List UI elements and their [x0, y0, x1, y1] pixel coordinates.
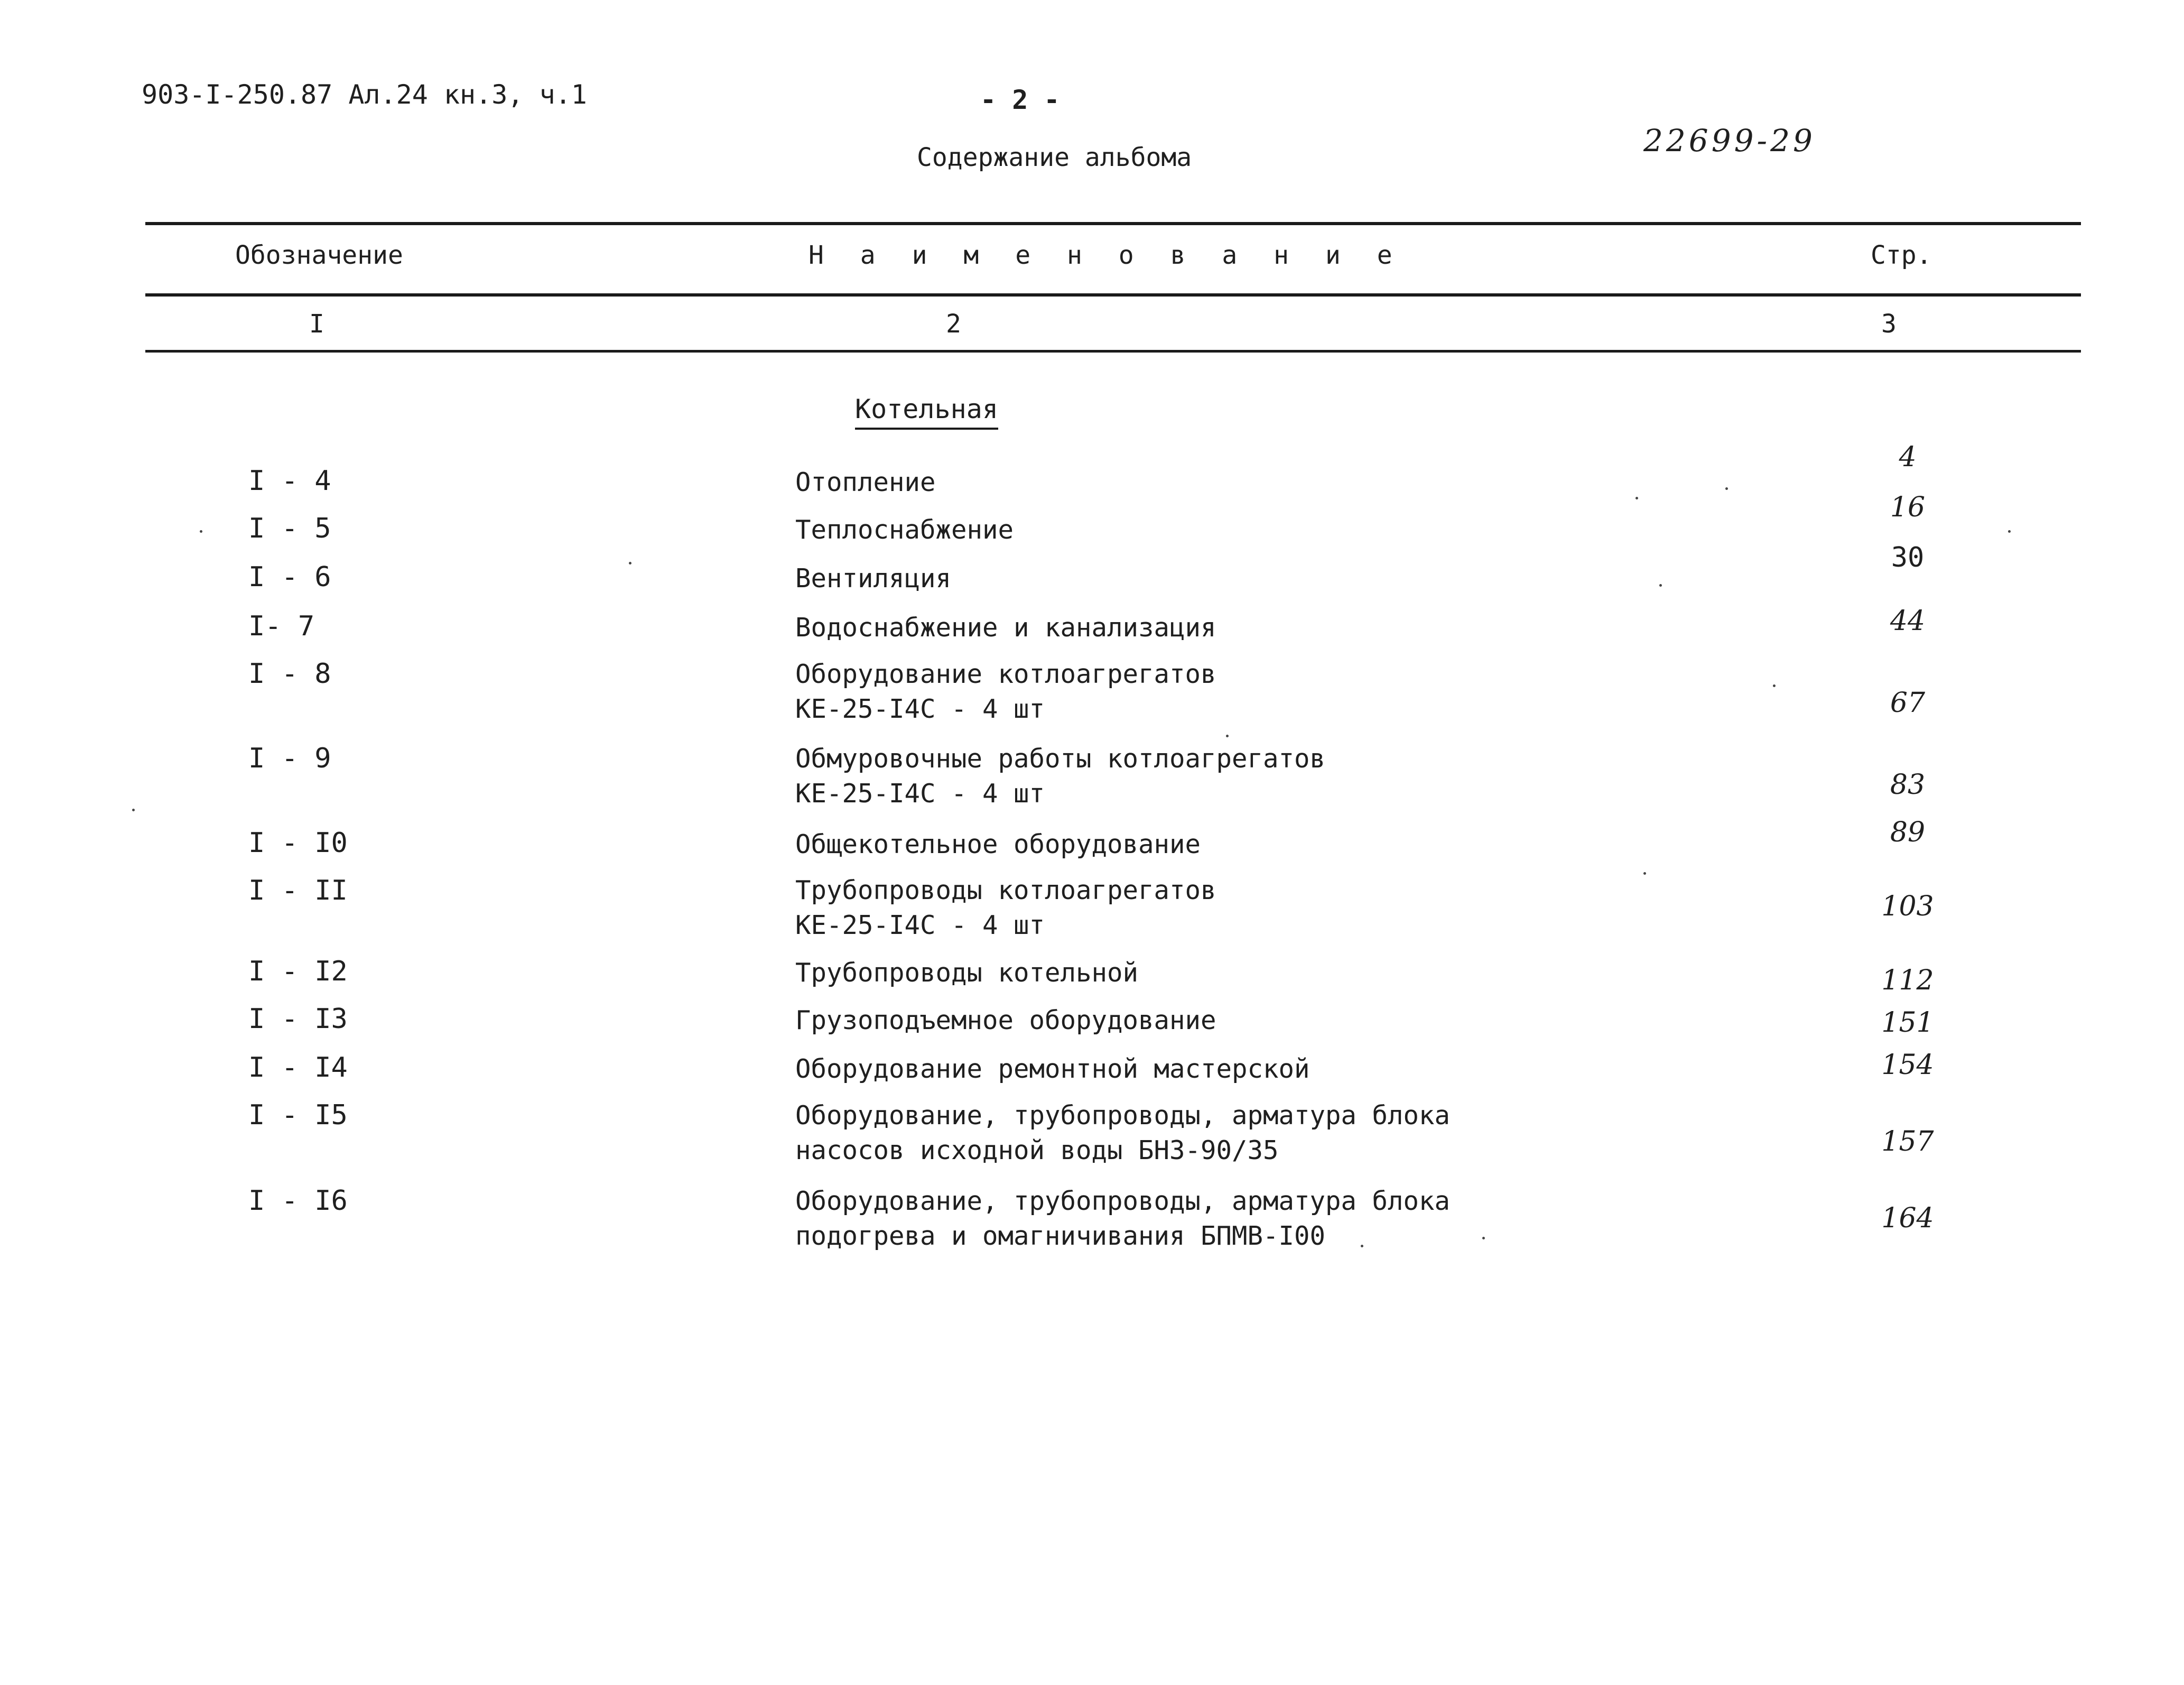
row-designation: I - I5	[248, 1099, 348, 1131]
header-divider-rule	[145, 293, 2081, 297]
row-designation: I - 9	[248, 743, 331, 774]
scan-speck	[2008, 530, 2011, 533]
row-name: Оборудование, трубопроводы, арматура блока насосов исходной воды БНЗ-90/35	[795, 1100, 1451, 1165]
scan-speck	[1361, 1245, 1363, 1247]
row-designation: I - 5	[248, 513, 331, 544]
row-name: Грузоподъемное оборудование	[795, 1005, 1216, 1035]
row-designation: I - 4	[248, 465, 331, 497]
page-number: - 2 -	[980, 85, 1060, 115]
column-number-3: 3	[1881, 309, 1897, 339]
scan-speck	[132, 809, 135, 811]
row-page: 157	[1881, 1126, 1934, 1158]
row-name: Оборудование ремонтной мастерской	[795, 1054, 1310, 1084]
row-page: 67	[1890, 687, 1926, 719]
row-designation: I - I2	[248, 956, 348, 987]
row-page: 89	[1890, 817, 1926, 848]
document-code: 903-I-250.87 Ал.24 кн.3, ч.1	[142, 79, 587, 110]
row-page: 112	[1881, 965, 1934, 996]
registration-number: 22699-29	[1643, 123, 1816, 159]
row-name: Обмуровочные работы котлоагрегатов КЕ-25-I4C - 4 шт	[795, 744, 1326, 809]
row-page: 44	[1890, 605, 1926, 637]
row-name: Трубопроводы котельной	[795, 958, 1139, 988]
row-name: Оборудование котлоагрегатов КЕ-25-I4C - 4 шт	[795, 659, 1216, 724]
scan-speck	[1482, 1237, 1485, 1239]
table-top-rule	[145, 222, 2081, 225]
row-designation: I - II	[248, 875, 348, 906]
row-page: 164	[1881, 1202, 1934, 1234]
row-designation: I- 7	[248, 610, 315, 642]
scan-speck	[1725, 487, 1728, 490]
page-title: Содержание альбома	[917, 143, 1192, 172]
row-designation: I - I4	[248, 1052, 348, 1084]
column-numbers-rule	[145, 350, 2081, 353]
section-title-text: Котельная	[855, 394, 998, 430]
row-page: 103	[1881, 891, 1934, 922]
row-designation: I - 8	[248, 658, 331, 690]
scan-speck	[629, 562, 631, 564]
row-page: 154	[1881, 1049, 1934, 1081]
column-number-1: I	[309, 309, 324, 339]
row-name: Общекотельное оборудование	[795, 829, 1201, 859]
column-header-page: Стр.	[1871, 240, 1932, 270]
scan-speck	[1643, 872, 1646, 875]
section-title	[855, 394, 998, 430]
scan-speck	[1773, 684, 1776, 687]
scan-speck	[200, 530, 202, 533]
row-page: 16	[1890, 492, 1926, 523]
row-name: Водоснабжение и канализация	[795, 613, 1216, 643]
scan-speck	[1635, 497, 1638, 499]
row-page: 83	[1890, 769, 1926, 801]
column-number-2: 2	[946, 309, 961, 339]
row-name: Вентиляция	[795, 563, 952, 594]
row-page: 151	[1881, 1007, 1934, 1039]
column-header-name: Н а и м е н о в а н и е	[808, 240, 1403, 270]
scan-speck	[1226, 735, 1229, 737]
row-name: Трубопроводы котлоагрегатов КЕ-25-I4C - 4 шт	[795, 875, 1216, 940]
row-name: Оборудование, трубопроводы, арматура блока подогрева и омагничивания БПМВ-I00	[795, 1186, 1451, 1251]
scan-speck	[1659, 584, 1662, 587]
row-designation: I - 6	[248, 561, 331, 593]
row-designation: I - I3	[248, 1003, 348, 1035]
row-designation: I - I6	[248, 1185, 348, 1217]
row-name: Отопление	[795, 467, 936, 497]
column-header-designation: Обозначение	[235, 240, 403, 270]
row-name: Теплоснабжение	[795, 515, 1014, 545]
row-designation: I - I0	[248, 827, 348, 859]
row-page: 4	[1899, 441, 1917, 473]
row-page: 30	[1891, 542, 1925, 573]
